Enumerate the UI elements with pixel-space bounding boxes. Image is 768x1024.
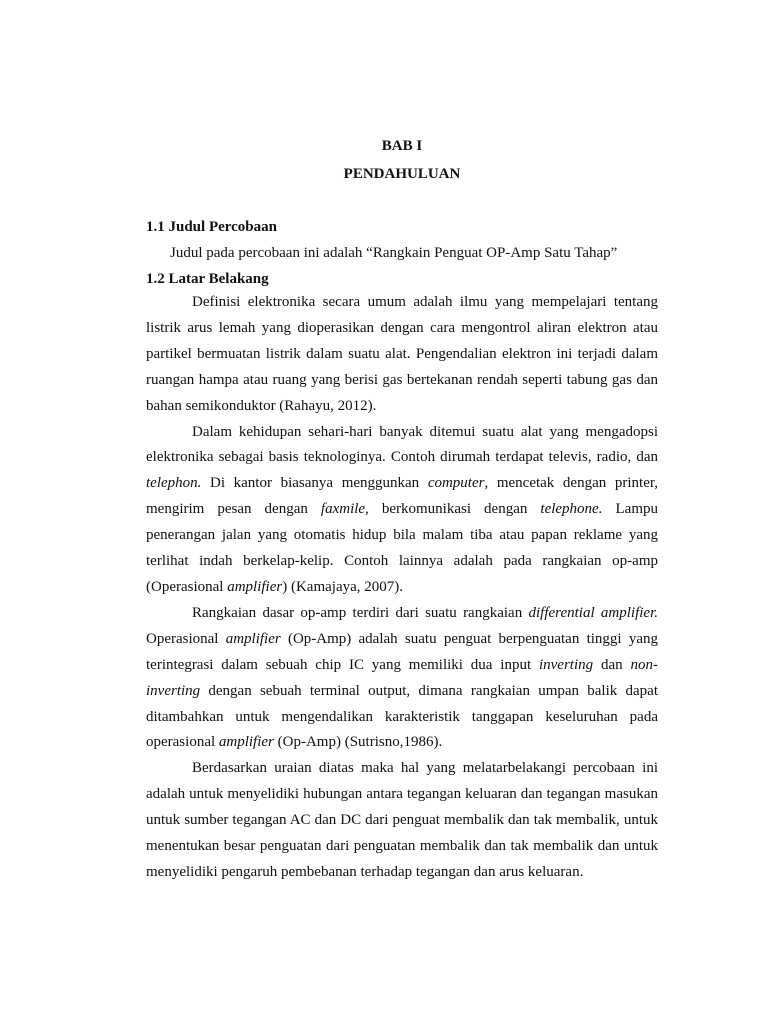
- chapter-number: BAB I: [381, 138, 423, 154]
- italic-term: telephone.: [540, 501, 603, 518]
- italic-term: non-inverting: [146, 656, 658, 699]
- chapter-title: PENDAHULUAN: [343, 166, 461, 182]
- text-run: dengan sebuah terminal output, dimana rangkaian umpan balik dapat ditambahkan untuk mengendalikan karakteristik tanggapan keseluruhan pada operasional: [146, 682, 658, 751]
- text-run: Operasional: [146, 630, 226, 647]
- italic-term: differential amplifier.: [528, 604, 659, 621]
- text-run: Rangkaian dasar op-amp terdiri dari suatu rangkaian: [192, 604, 529, 621]
- text-run: berkomunikasi dengan: [368, 501, 541, 518]
- italic-term: amplifier: [218, 734, 274, 751]
- text-run: Berdasarkan uraian diatas maka hal yang melatarbelakangi percobaan ini adalah untuk menyelidiki hubungan antara tegangan keluaran dan tegangan masukan untuk sumber tegangan AC dan DC dari penguat membalik dan tak membalik, untuk menentukan besar penguatan dari penguatan membalik dan tak membalik dan untuk menyelidiki pengaruh pembebanan terhadap tegangan dan arus keluaran.: [146, 760, 658, 880]
- section-heading-latar-belakang: 1.2 Latar Belakang: [146, 271, 269, 287]
- text-run: ) (Kamajaya, 2007).: [282, 578, 404, 595]
- italic-term: amplifier: [227, 578, 283, 595]
- paragraph: [146, 601, 658, 756]
- paragraph: [146, 290, 658, 420]
- page-content: [146, 136, 658, 886]
- paragraph: [146, 420, 658, 601]
- text-run: Lampu penerangan jalan yang otomatis hidup bila malam tiba atau papan reklame yang terlihat indah berkelap-kelip. Contoh lainnya adalah pada rangkaian op-amp (Operasional: [146, 501, 658, 595]
- text-run: dan: [593, 656, 631, 673]
- text-run: , mencetak dengan printer, mengirim pesan dengan: [146, 475, 659, 518]
- italic-term: inverting: [538, 656, 594, 673]
- section-heading-judul-percobaan: 1.1 Judul Percobaan: [146, 219, 277, 235]
- judul-percobaan-text: Judul pada percobaan ini adalah “Rangkain Penguat OP-Amp Satu Tahap”: [170, 245, 618, 261]
- italic-term: telephon.: [146, 475, 202, 492]
- text-run: Dalam kehidupan sehari-hari banyak ditemui suatu alat yang mengadopsi elektronika sebagai basis teknologinya. Contoh dirumah terdapat televis, radio, dan: [146, 423, 658, 466]
- italic-term: amplifier: [225, 630, 281, 647]
- text-run: (Op-Amp) adalah suatu penguat berpenguatan tinggi yang terintegrasi dalam sebuah chip IC yang memiliki dua input: [146, 630, 658, 673]
- text-run: Definisi elektronika secara umum adalah ilmu yang mempelajari tentang listrik arus lemah yang dioperasikan dengan cara mengontrol aliran elektron atau partikel bermuatan listrik dalam suatu alat. Pengendalian elektron ini terjadi dalam ruangan hampa atau ruang yang berisi gas bertekanan rendah seperti tabung gas dan bahan semikonduktor (Rahayu, 2012).: [146, 294, 658, 414]
- text-run: (Op-Amp) (Sutrisno,1986).: [273, 734, 443, 751]
- text-run: Di kantor biasanya menggunkan: [201, 475, 428, 492]
- paragraph: [146, 756, 658, 886]
- italic-term: computer: [427, 475, 485, 492]
- italic-term: faxmile,: [320, 501, 369, 518]
